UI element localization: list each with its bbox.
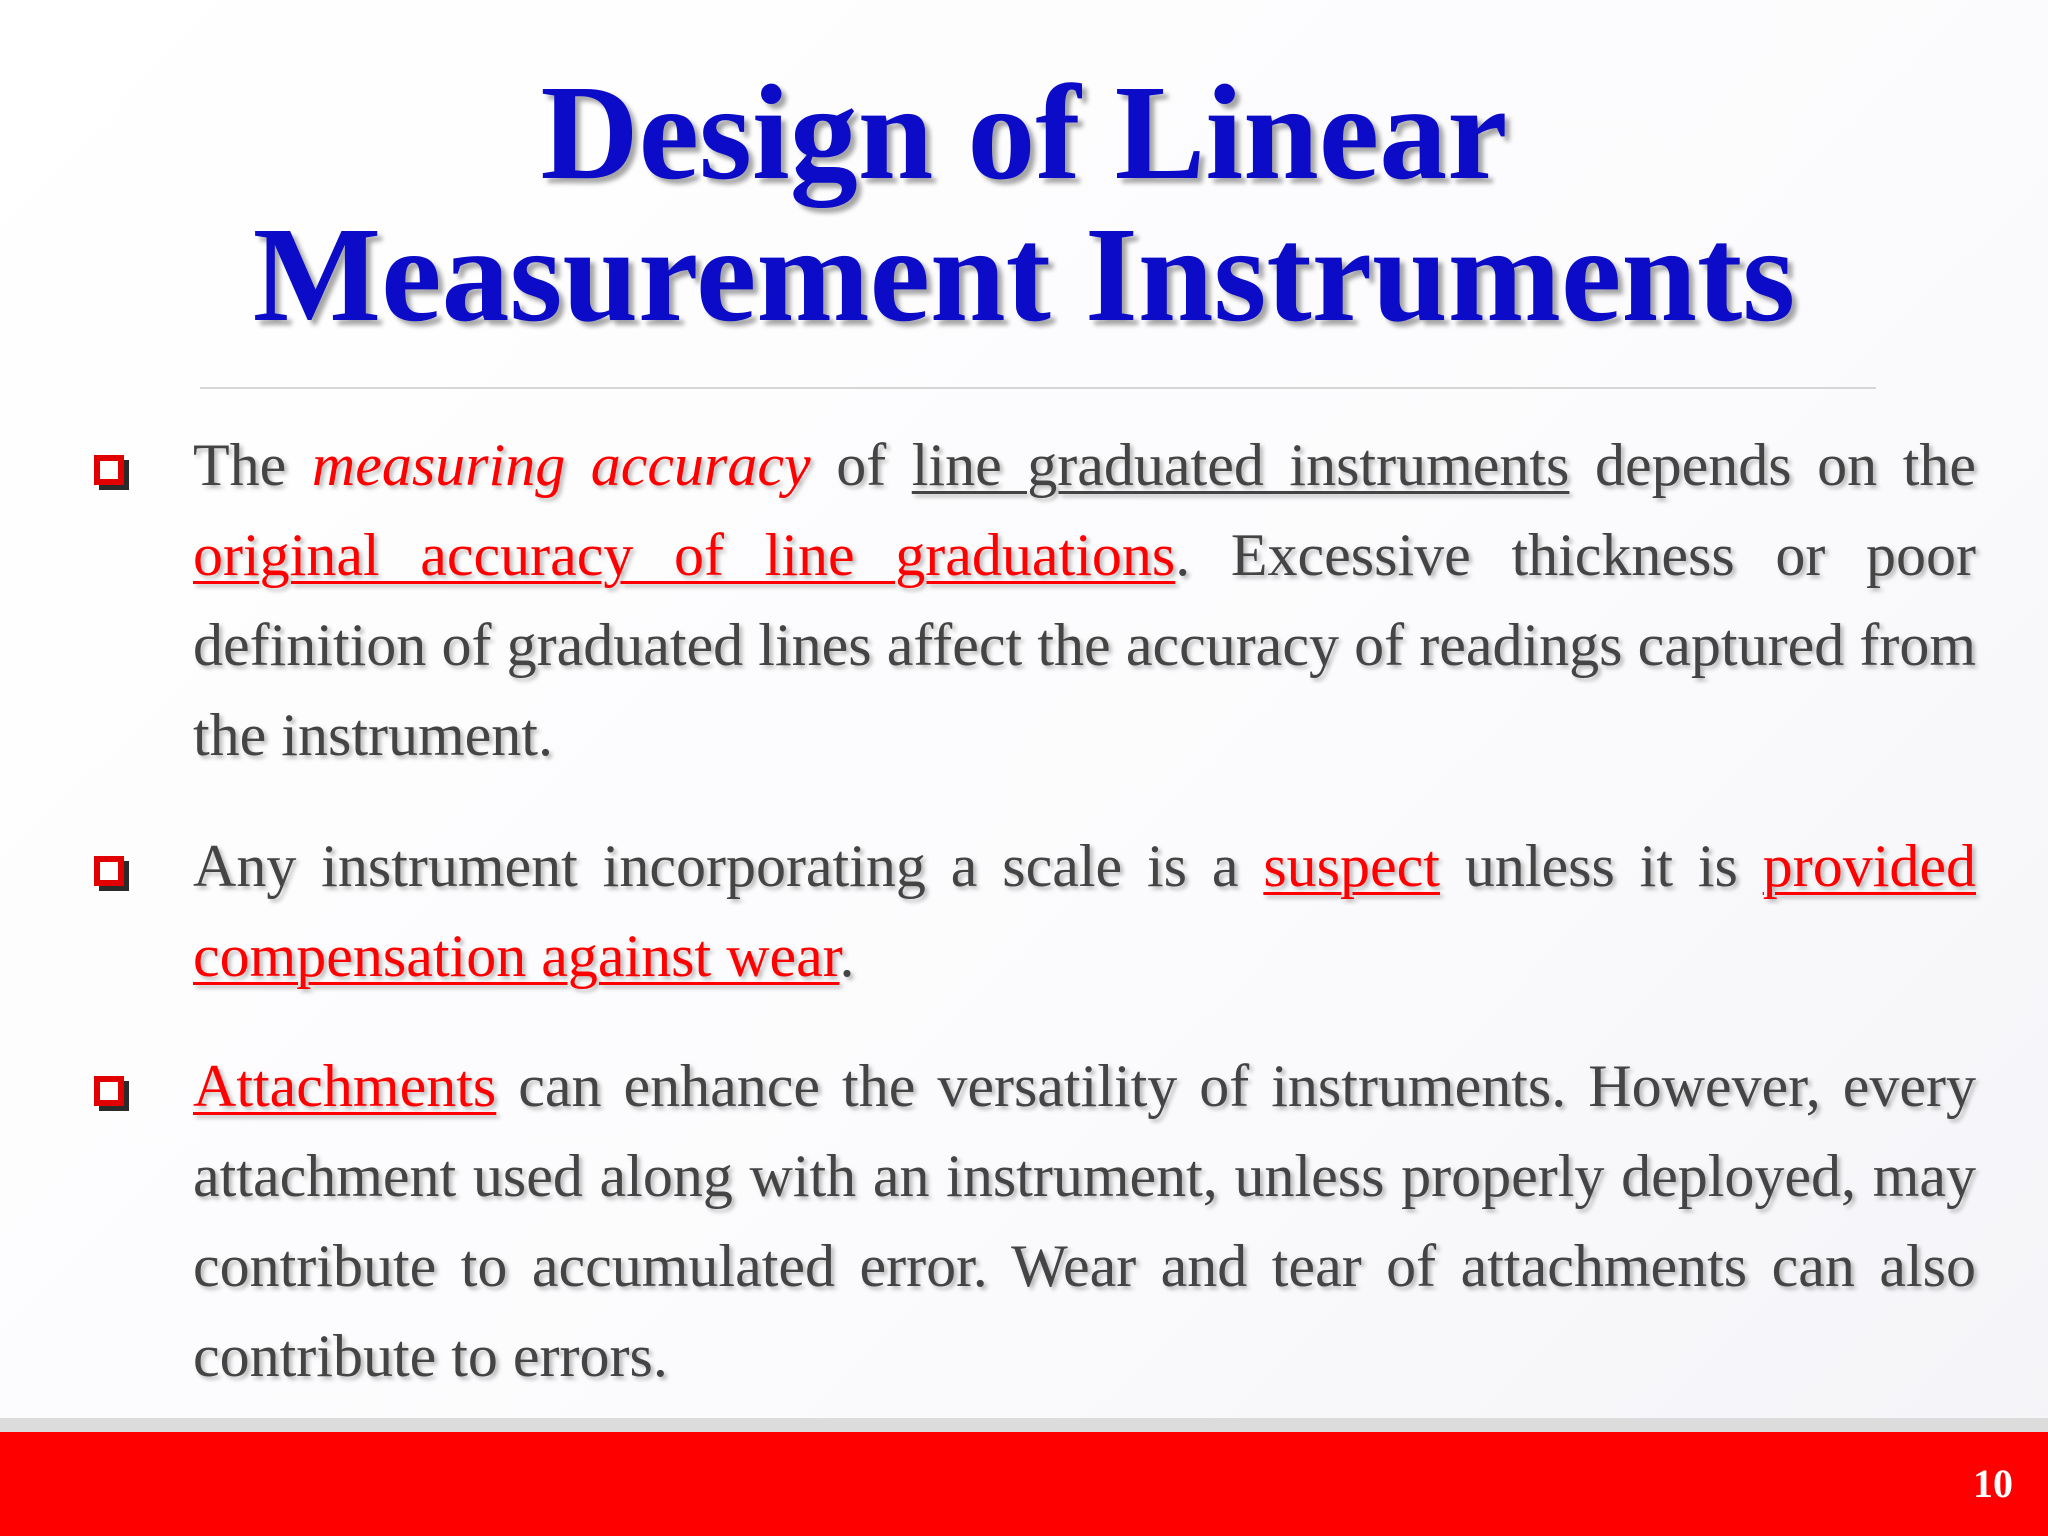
bullet-2-run-3: unless it is — [1439, 833, 1763, 899]
bullet-2-run-5: . — [839, 923, 855, 989]
bullet-1-underlined-line-graduated-instruments: line graduated instruments — [911, 432, 1570, 498]
bullet-text-3 — [193, 1041, 1976, 1401]
slide-title — [0, 58, 2048, 350]
bullet-1-run-5: depends on the — [1569, 432, 1977, 498]
bullet-3-highlight-attachments: Attachments — [193, 1053, 497, 1119]
slide-title-line-2: Measurement Instruments — [252, 200, 1796, 350]
bullet-2-highlight-compensation: provided compensation against wear — [193, 833, 1976, 989]
bullet-2-highlight-suspect: suspect — [1263, 833, 1440, 899]
bullet-1-emphasis-measuring-accuracy: measuring accuracy — [311, 432, 811, 498]
bullet-text-2 — [193, 821, 1976, 1001]
bullet-1-highlight-original-accuracy: original accuracy of line graduations — [193, 522, 1176, 588]
page-number: 10 — [1973, 1461, 2013, 1506]
bullet-3-run-2: can enhance the versatility of instruments. However, every attachment used along with an instrument, unless properly deployed, may contribute to accumulated error. Wear and tear of attachments can also contribute to errors. — [193, 1053, 1976, 1389]
bullet-1-run-3: of — [810, 432, 912, 498]
slide-title-line-1: Design of Linear — [540, 58, 1508, 208]
bullet-text-1 — [193, 420, 1976, 780]
bullet-1-run-7: . Excessive thickness or poor definition of graduated lines affect the accuracy of readings captured from the instrument. — [193, 522, 1976, 768]
title-divider — [200, 387, 1876, 389]
footer-bar — [0, 1432, 2048, 1536]
hollow-square-bullet-icon — [94, 455, 124, 485]
footer-divider — [0, 1418, 2048, 1432]
bullet-1-run-1: The — [193, 432, 312, 498]
hollow-square-bullet-icon — [94, 1076, 124, 1106]
bullet-2-run-1: Any instrument incorporating a scale is a — [193, 833, 1264, 899]
hollow-square-bullet-icon — [94, 856, 124, 886]
